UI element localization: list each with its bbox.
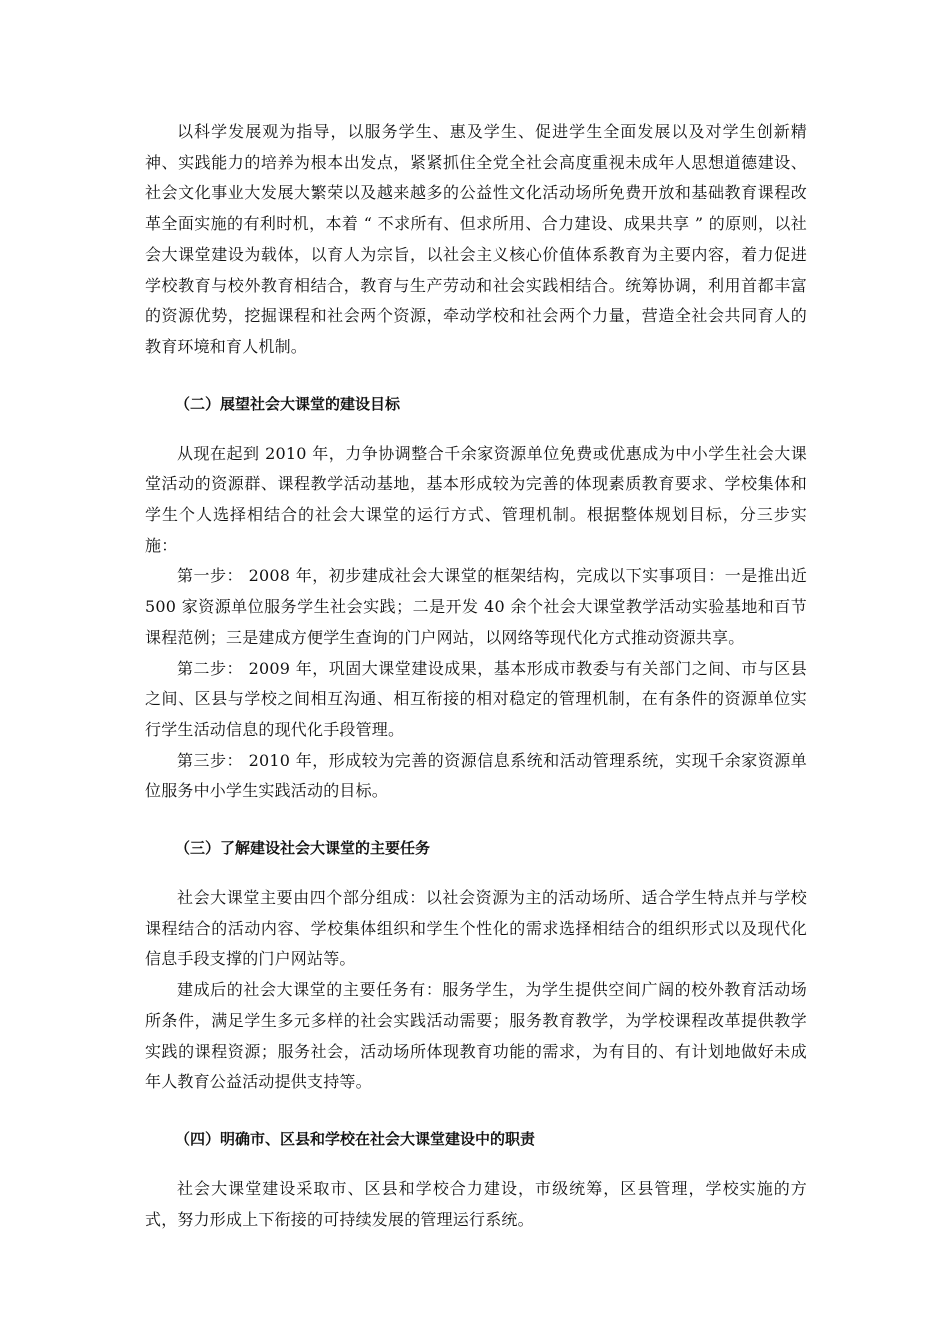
intro-paragraph: 以科学发展观为指导，以服务学生、惠及学生、促进学生全面发展以及对学生创新精神、实践能力的培养为根本出发点，紧紧抓住全党全社会高度重视未成年人思想道德建设、社会文化事业大发展大繁荣以及越来越多的公益性文化活动场所免费开放和基础教育课程改革全面实施的有利时机，本着 “ 不求所有、但求所用、合力建设、成果共享 ” 的原则，以社会大课堂建设为载体，以育人为宗旨，以社会主义核心价值体系教育为主要内容，着力促进学校教育与校外教育相结合，教育与生产劳动和社会实践相结合。统筹协调，利用首都丰富的资源优势，挖掘课程和社会两个资源，牵动学校和社会两个力量，营造全社会共同育人的教育环境和育人机制。: [145, 122, 807, 356]
section-2-step-3: 第三步： 2010 年，形成较为完善的资源信息系统和活动管理系统，实现千余家资源单位服务中小学生实践活动的目标。: [145, 750, 807, 801]
section-2-step-1: 第一步： 2008 年，初步建成社会大课堂的框架结构，完成以下实事项目：一是推出近 500 家资源单位服务学生社会实践；二是开发 40 余个社会大课堂教学活动实验基地和百节课程范例；三是建成方便学生查询的门户网站，以网络等现代化方式推动资源共享。: [145, 566, 807, 647]
section-3-heading: （三）了解建设社会大课堂的主要任务: [175, 839, 431, 858]
section-2-paragraph: 从现在起到 2010 年，力争协调整合千余家资源单位免费或优惠成为中小学生社会大课堂活动的资源群、课程教学活动基地，基本形成较为完善的体现素质教育要求、学校集体和学生个人选择相结合的社会大课堂的运行方式、管理机制。根据整体规划目标，分三步实施：: [145, 443, 807, 555]
section-3-paragraph-2: 建成后的社会大课堂的主要任务有：服务学生，为学生提供空间广阔的校外教育活动场所条件，满足学生多元多样的社会实践活动需要；服务教育教学，为学校课程改革提供教学实践的课程资源；服务社会，活动场所体现教育功能的需求，为有目的、有计划地做好未成年人教育公益活动提供支持等。: [145, 980, 807, 1092]
section-2-heading: （二）展望社会大课堂的建设目标: [175, 394, 401, 413]
section-4-heading: （四）明确市、区县和学校在社会大课堂建设中的职责: [175, 1129, 536, 1148]
section-3-paragraph-1: 社会大课堂主要由四个部分组成：以社会资源为主的活动场所、适合学生特点并与学校课程结合的活动内容、学校集体组织和学生个性化的需求选择相结合的组织形式以及现代化信息手段支撑的门户网站等。: [145, 888, 807, 969]
section-2-step-2: 第二步： 2009 年，巩固大课堂建设成果，基本形成市教委与有关部门之间、市与区县之间、区县与学校之间相互沟通、相互衔接的相对稳定的管理机制，在有条件的资源单位实行学生活动信息的现代化手段管理。: [145, 658, 807, 739]
document-page: [145, 117, 807, 1235]
section-4-paragraph: 社会大课堂建设采取市、区县和学校合力建设，市级统筹，区县管理，学校实施的方式，努力形成上下衔接的可持续发展的管理运行系统。: [145, 1178, 807, 1229]
